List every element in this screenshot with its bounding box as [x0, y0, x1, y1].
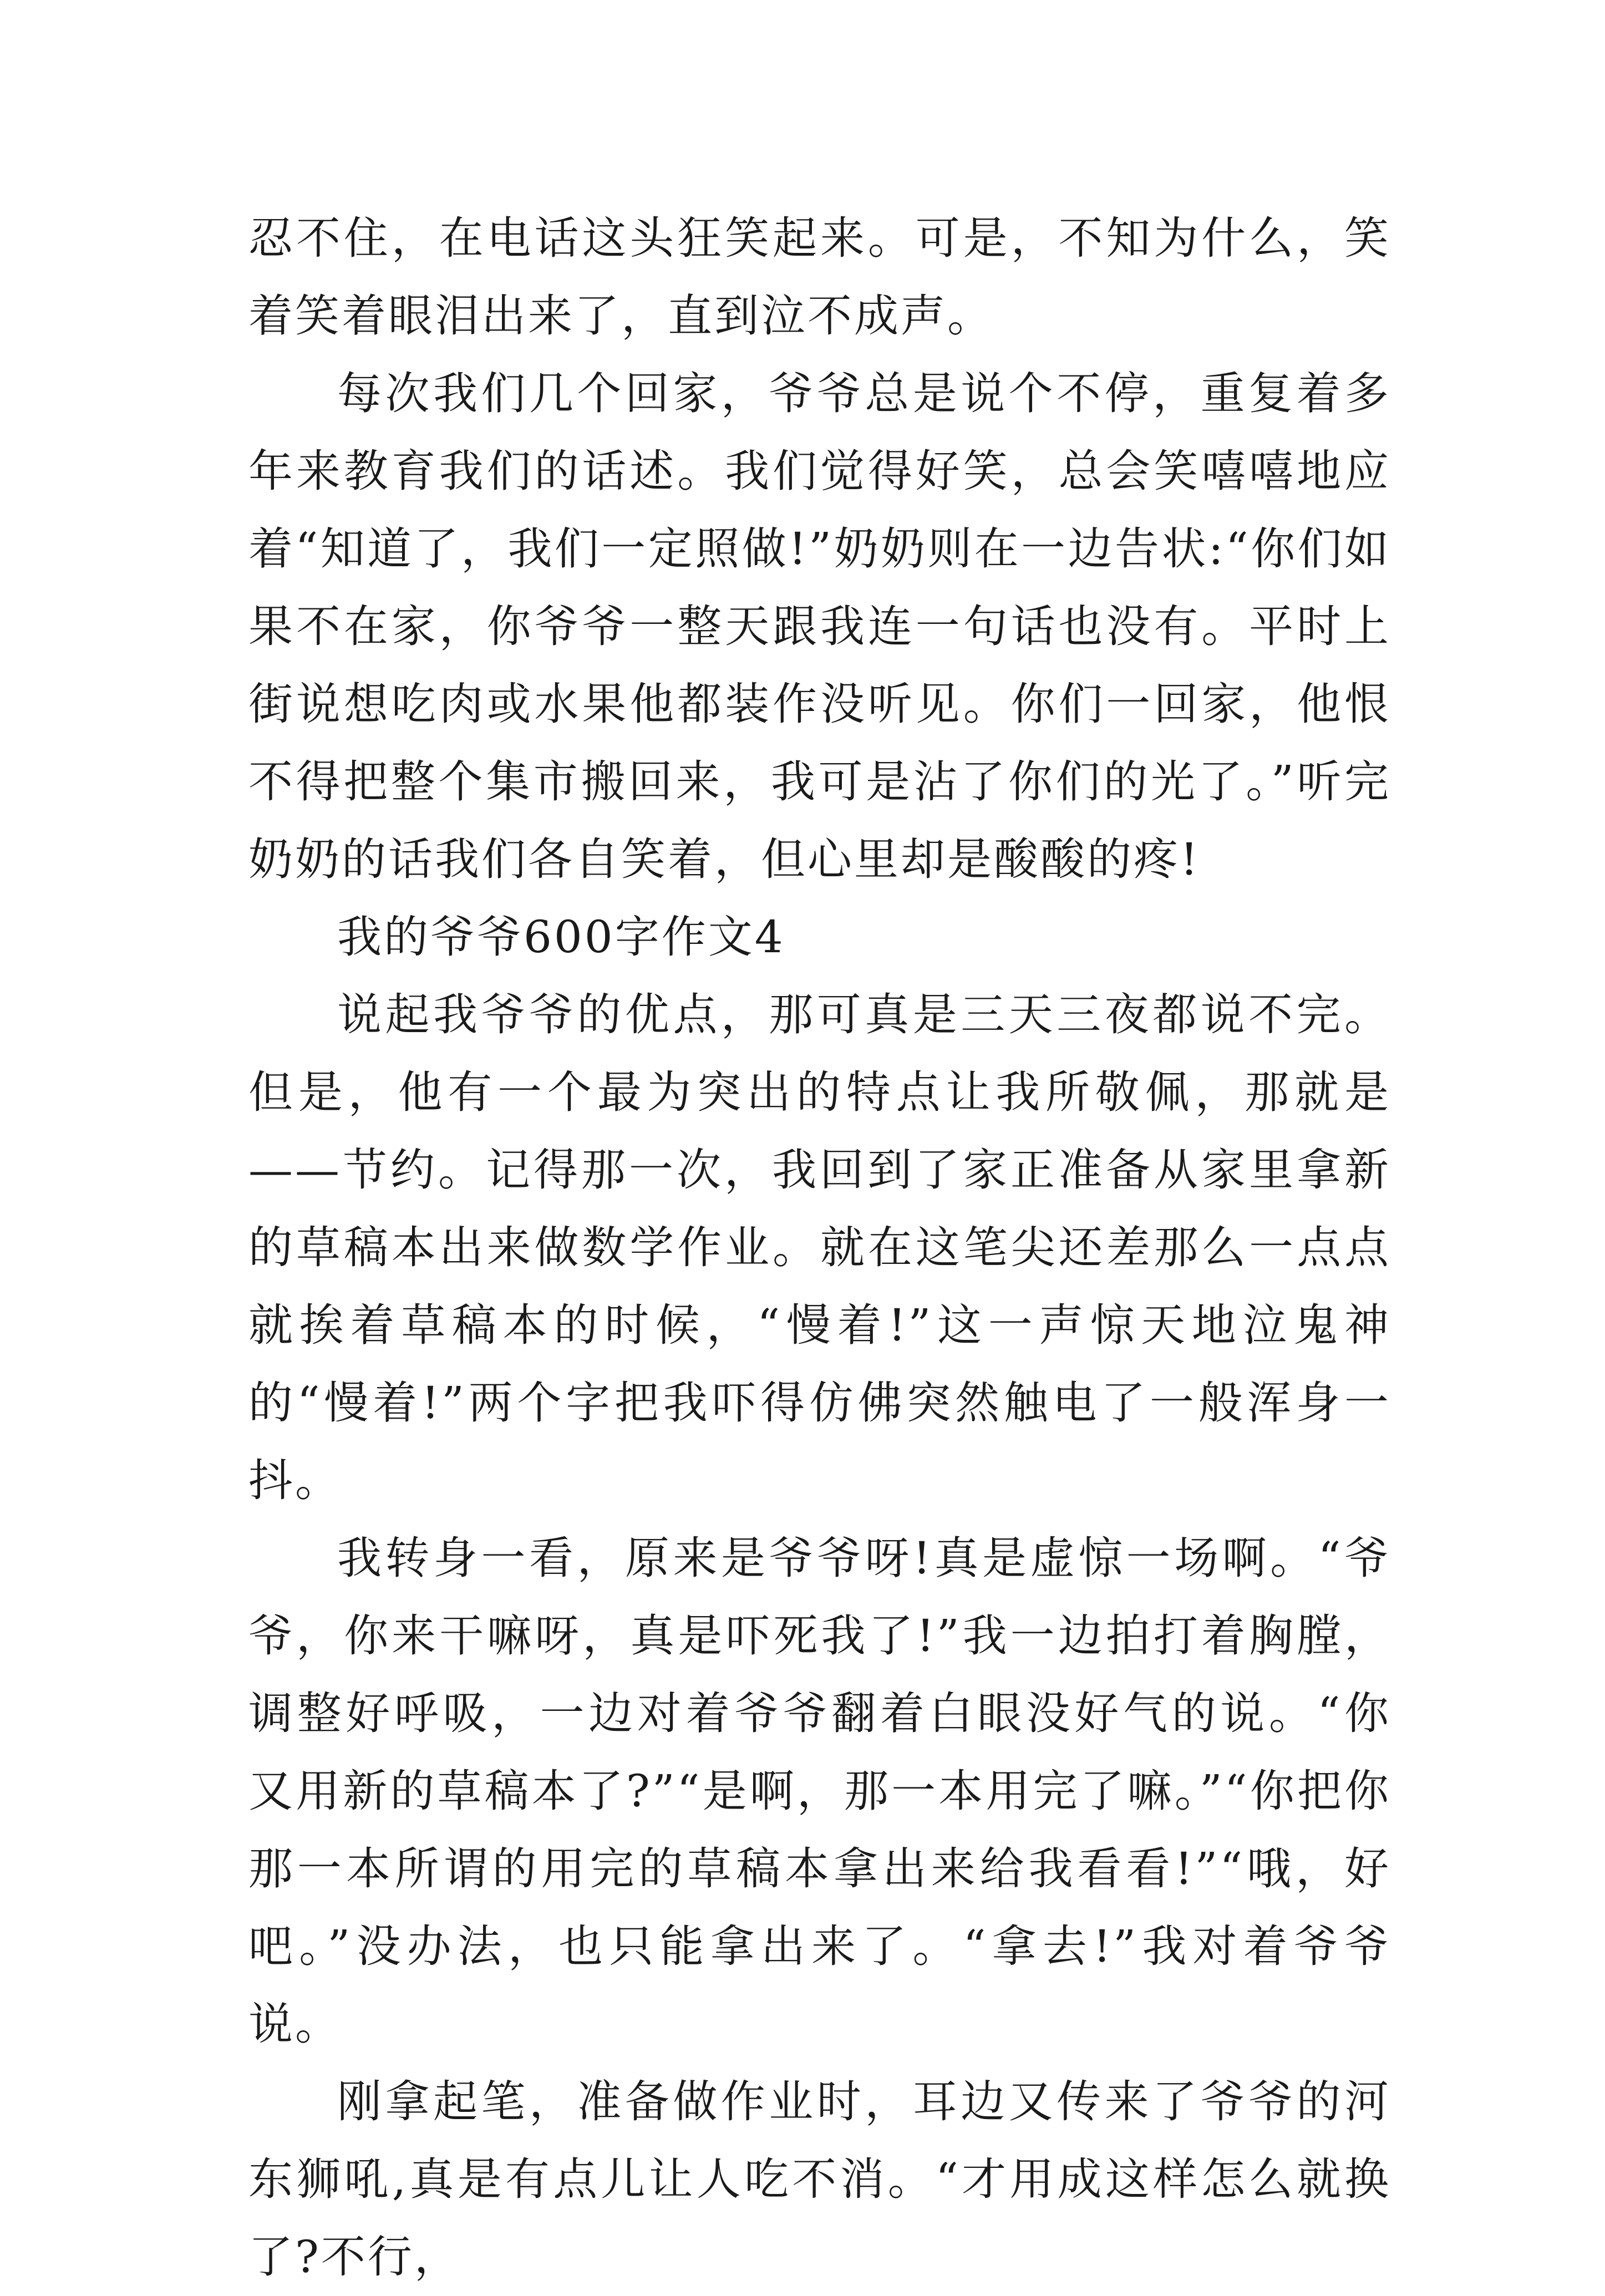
essay-title: 我的爷爷600字作文4 — [337, 911, 785, 963]
paragraph-thrift-intro: 说起我爷爷的优点，那可真是三天三夜都说不完。但是，他有一个最为突出的特点让我所敬佩，那就是——节约。记得那一次，我回到了家正准备从家里拿新的草稿本出来做数学作业。就在这笔尖还差那么一点点就挨着草稿本的时候，“慢着!”这一声惊天地泣鬼神的“慢着!”两个字把我吓得仿佛突然触电了一般浑身一抖。 — [248, 989, 1391, 1506]
paragraph-dialogue: 我转身一看，原来是爷爷呀!真是虚惊一场啊。“爷爷，你来干嘛呀，真是吓死我了!”我一边拍打着胸膛，调整好呼吸，一边对着爷爷翻着白眼没好气的说。“你又用新的草稿本了?”“是啊，那一本用完了嘛。”“你把你那一本所谓的用完的草稿本拿出来给我看看!”“哦，好吧。”没办法，也只能拿出来了。“拿去!”我对着爷爷说。 — [248, 1532, 1391, 2050]
paragraph-continuation: 忍不住，在电话这头狂笑起来。可是，不知为什么，笑着笑着眼泪出来了，直到泣不成声。 — [248, 212, 1391, 342]
paragraph-homework: 刚拿起笔，准备做作业时，耳边又传来了爷爷的河东狮吼,真是有点儿让人吃不消。“才用成这样怎么就换了?不行， — [248, 2076, 1391, 2283]
document-body — [248, 200, 1391, 2296]
paragraph-family-visit: 每次我们几个回家，爷爷总是说个不停，重复着多年来教育我们的话述。我们觉得好笑，总会笑嘻嘻地应着“知道了，我们一定照做!”奶奶则在一边告状:“你们如果不在家，你爷爷一整天跟我连一句话也没有。平时上街说想吃肉或水果他都装作没听见。你们一回家，他恨不得把整个集市搬回来，我可是沾了你们的光了。”听完奶奶的话我们各自笑着，但心里却是酸酸的疼! — [248, 368, 1391, 885]
